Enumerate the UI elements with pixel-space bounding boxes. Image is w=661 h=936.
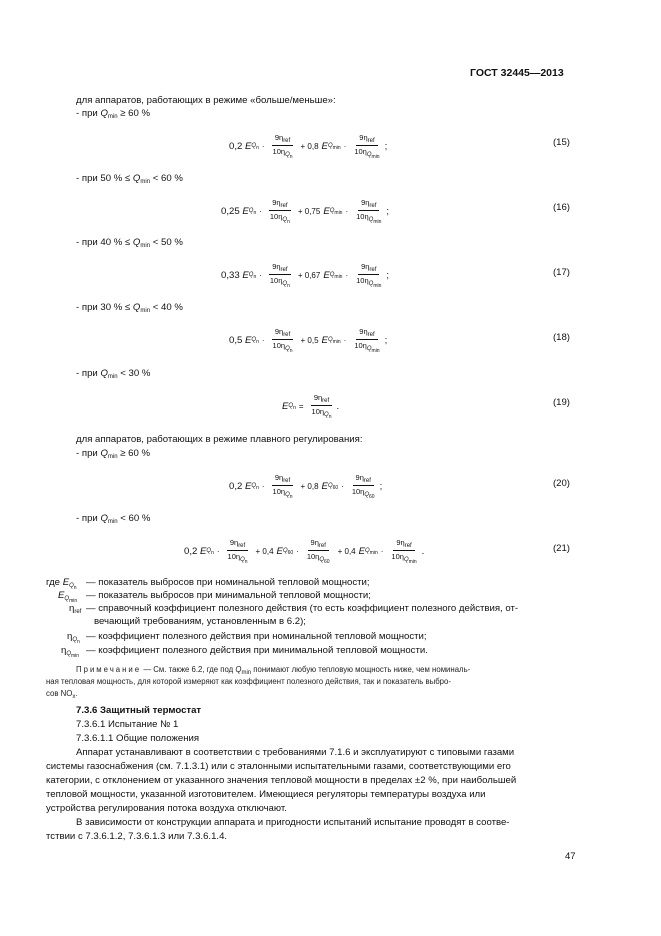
section-title: 7.3.6 Защитный термостат [76,705,202,716]
equation-number-16: (16) [552,202,570,213]
cond-label: при [81,108,98,119]
equation-number-18: (18) [552,332,570,343]
definition-where: где $E_{Q_n}$ [46,577,77,591]
paragraph-1-line-1: Аппарат устанавливают в соответствии с требованиями 7.1.6 и эксплуатируют с типовыми газами [76,747,515,758]
intro-more-less: для аппаратов, работающих в режиме «больше/меньше»: [76,95,336,106]
condition-18: - при 30 % ≤ $Q_{min} < 40$ % [76,302,183,314]
paragraph-1-line-5: устройства регулирования потока воздуха отключают. [46,803,287,814]
condition-21: - при $Q_{min} < 60$ % [76,513,151,525]
formula-20: 0,2 E $Q_n$ · $\frac{9\eta_{ref}}{10\eta_{Q_n}}$ + 0,8 E $Q_{60}$ · $\frac{9\eta_{ref}}{10\eta_{Q_{60}}}$ ; [229,473,383,500]
note-line-1: Примечание — См. также 6.2, где под $Q_{min}$ понимают любую тепловую мощность ниже, чем номиналь- [76,665,471,676]
paragraph-1-line-2: системы газоснабжения (см. 7.1.3.1) или с эталонными испытательными газами, соответствующими его [46,761,511,772]
definition-symbol-4: $\eta_{Q_n}$ [67,631,80,645]
definition-2: — показатель выбросов при минимальной тепловой мощности; [86,590,371,601]
formula-21: 0,2 E $Q_n$ · $\frac{9\eta_{ref}}{10\eta_{Q_n}}$ + 0,4 E $Q_{60}$ · $\frac{9\eta_{ref}}{10\eta_{Q_{60}}}$ + 0,4 E $Q_{min}$ · $\frac{9\eta_{ref}}{10\eta_{Q_{min}}}$ . [184,538,425,565]
definition-symbol-2: $E_{Q_{min}}$ [58,590,78,604]
paragraph-2-line-2: тствии с 7.3.6.1.2, 7.3.6.1.3 или 7.3.6.1.4. [46,831,228,842]
equation-number-19: (19) [552,397,570,408]
definition-4: — коэффициент полезного действия при номинальной тепловой мощности; [86,631,427,642]
subsection-1: 7.3.6.1 Испытание № 1 [76,719,179,730]
condition-15: - при $Q_{min} \ge 60$ % [76,108,151,120]
definition-symbol-5: $\eta_{Q_{min}}$ [61,645,80,659]
condition-16: - при 50 % ≤ $Q_{min} < 60$ % [76,173,183,185]
condition-17: - при 40 % ≤ $Q_{min} < 50$ % [76,237,183,249]
paragraph-2-line-1: В зависимости от конструкции аппарата и пригодности испытаний испытание проводят в соотве- [76,817,510,828]
var-q: Q [100,108,108,119]
coef: + 0,8 [300,142,319,151]
equation-number-21: (21) [552,543,570,554]
note-line-2: ная тепловая мощность, для которой измеряют как коэффициент полезного действия, так и показатель выбро- [46,677,451,686]
definition-symbol-3: $\eta_{ref}$ [69,603,82,615]
condition-20: - при $Q_{min} \ge 60$ % [76,448,151,460]
definition-3: — справочный коэффициент полезного действия (то есть коэффициент полезного действия, от- [86,603,519,614]
equation-number-17: (17) [552,267,570,278]
paragraph-1-line-3: категории, с отклонением от указанного значения тепловой мощности в пределах ±2 %, при наибольшей [46,775,517,786]
subsection-2: 7.3.6.1.1 Общие положения [76,733,200,744]
cond-relation: ≥ 60 % [120,108,151,119]
formula-15: 0,2 E $Q_n$ · $\frac{9\eta_{ref}}{10\eta_{Q_n}}$ + 0,8 E $Q_{min}$ · $\frac{9\eta_{ref}}{10\eta_{Q_{min}}}$ ; [229,133,388,160]
definition-1: — показатель выбросов при номинальной тепловой мощности; [86,577,370,588]
formula-17: 0,33 E $Q_n$ · $\frac{9\eta_{ref}}{10\eta_{Q_n}}$ + 0,67 E $Q_{min}$ · $\frac{9\eta_{ref}}{10\eta_{Q_{min}}}$ ; [221,262,390,289]
formula-18: 0,5 E $Q_n$ · $\frac{9\eta_{ref}}{10\eta_{Q_n}}$ + 0,5 E $Q_{min}$ · $\frac{9\eta_{ref}}{10\eta_{Q_{min}}}$ ; [229,327,388,354]
formula-16: 0,25 E $Q_n$ · $\frac{9\eta_{ref}}{10\eta_{Q_n}}$ + 0,75 E $Q_{min}$ · $\frac{9\eta_{ref}}{10\eta_{Q_{min}}}$ ; [221,198,390,225]
formula-19: E $Q_n$ = $\frac{9\eta_{ref}}{10\eta_{Q_n}}$ . [282,393,340,420]
standard-header: ГОСТ 32445—2013 [470,67,564,79]
definition-5: — коэффициент полезного действия при минимальной тепловой мощности. [86,645,428,656]
intro-modulating: для аппаратов, работающих в режиме плавного регулирования: [76,434,363,445]
page-number: 47 [565,851,576,862]
note-line-3: сов $NO_x$. [46,689,78,700]
paragraph-1-line-4: тепловой мощности, указанной изготовителем. Имеющиеся регуляторы температуры воздуха или [46,789,486,800]
condition-19: - при $Q_{min} < 30$ % [76,368,151,380]
equation-number-20: (20) [552,478,570,489]
coef: 0,2 [229,141,243,152]
definition-3b: вечающий требованиям, установленным в 6.2); [94,616,306,627]
equation-number-15: (15) [552,137,570,148]
dash: - [76,108,80,119]
